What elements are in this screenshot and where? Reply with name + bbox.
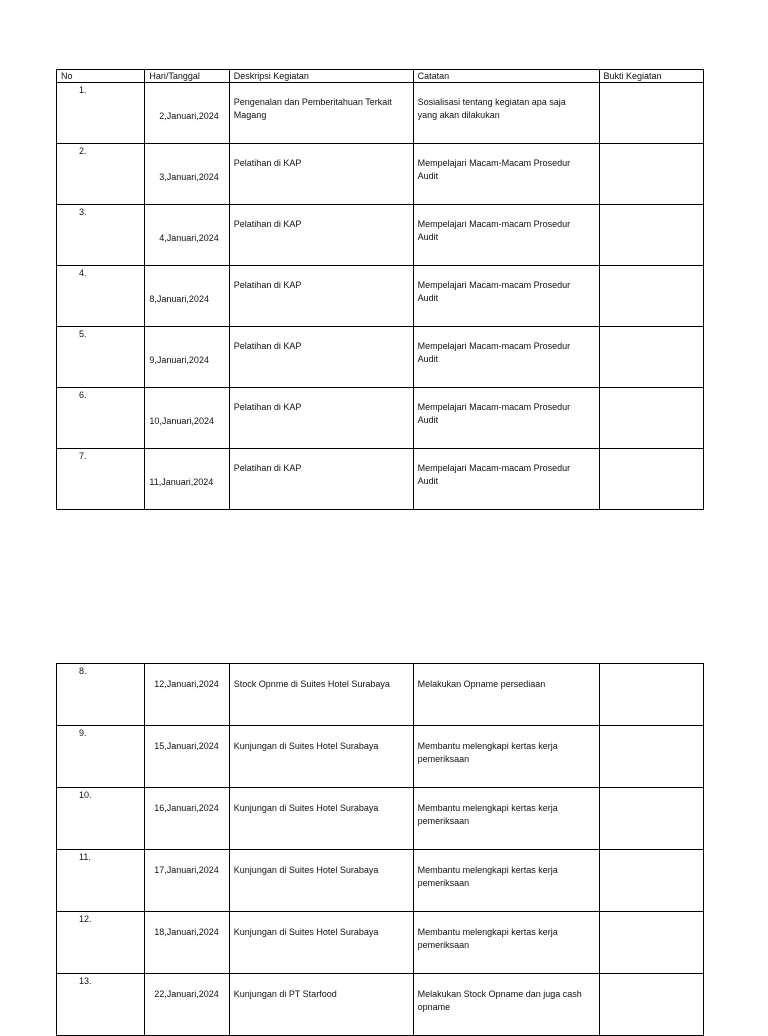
row-description-text: Kunjungan di Suites Hotel Surabaya [233,927,379,937]
table-row [57,664,704,726]
header-date: Hari/Tanggal [145,70,229,83]
header-note: Catatan [413,70,599,83]
row-note-cell [413,912,599,974]
row-proof-cell [599,449,704,510]
row-date-cell [145,327,229,388]
row-number-cell [57,388,145,449]
row-number-cell [57,144,145,205]
row-number-text: 11. [79,852,91,862]
row-description-cell [229,327,413,388]
row-note-text: Mempelajari Macam-macam Prosedur Audit [417,463,571,486]
row-note-text: Membantu melengkapi kertas kerja pemeriksaan [417,803,558,826]
row-number-text: 10. [79,790,92,800]
row-date-text: 12,Januari,2024 [154,679,219,689]
row-proof-cell [599,788,704,850]
row-date-cell [145,266,229,327]
row-date-cell [145,664,229,726]
table-row [57,912,704,974]
row-date-text: 11,Januari,2024 [149,477,214,487]
row-number-cell [57,788,145,850]
row-date-cell [145,144,229,205]
row-number-cell [57,850,145,912]
row-date-cell [145,205,229,266]
row-note-cell [413,850,599,912]
row-number-text: 2. [79,146,87,156]
table-row [57,388,704,449]
row-date-cell [145,726,229,788]
row-number-cell [57,912,145,974]
row-description-cell [229,449,413,510]
row-description-text: Kunjungan di Suites Hotel Surabaya [233,803,379,813]
row-description-cell [229,144,413,205]
row-date-text: 3,Januari,2024 [159,172,219,182]
row-description-cell [229,205,413,266]
row-number-text: 4. [79,268,87,278]
row-number-text: 5. [79,329,87,339]
row-date-text: 9,Januari,2024 [149,355,209,365]
row-proof-cell [599,144,704,205]
table-header-row [57,70,704,83]
row-proof-cell [599,83,704,144]
row-note-text: Mempelajari Macam-macam Prosedur Audit [417,280,571,303]
row-number-text: 6. [79,390,87,400]
row-description-text: Pelatihan di KAP [233,341,302,351]
row-number-text: 7. [79,451,87,461]
row-date-cell [145,788,229,850]
row-note-text: Melakukan Stock Opname dan juga cash opname [417,989,582,1012]
row-number-cell [57,83,145,144]
row-description-cell [229,974,413,1036]
row-number-text: 3. [79,207,87,217]
row-number-cell [57,327,145,388]
row-note-text: Sosialisasi tentang kegiatan apa saja yang akan dilakukan [417,97,566,120]
row-number-text: 9. [79,728,87,738]
row-date-cell [145,850,229,912]
row-note-cell [413,327,599,388]
row-description-cell [229,83,413,144]
table-row [57,83,704,144]
row-description-text: Pelatihan di KAP [233,280,302,290]
row-date-text: 15,Januari,2024 [154,741,219,751]
row-number-cell [57,266,145,327]
activity-table-2 [56,663,704,1036]
table-row [57,327,704,388]
header-no: No [57,70,145,83]
table-row [57,726,704,788]
row-description-text: Pelatihan di KAP [233,463,302,473]
row-date-text: 17,Januari,2024 [154,865,219,875]
row-note-cell [413,974,599,1036]
row-date-text: 18,Januari,2024 [154,927,219,937]
row-number-cell [57,974,145,1036]
row-number-text: 13. [79,976,92,986]
row-note-cell [413,449,599,510]
row-proof-cell [599,664,704,726]
row-note-cell [413,144,599,205]
table-row [57,788,704,850]
row-proof-cell [599,388,704,449]
row-note-cell [413,205,599,266]
row-number-cell [57,449,145,510]
row-description-text: Pelatihan di KAP [233,402,302,412]
row-description-cell [229,912,413,974]
row-number-text: 12. [79,914,92,924]
row-note-text: Melakukan Opname persediaan [417,679,546,689]
row-description-text: Pengenalan dan Pemberitahuan Terkait Magang [233,97,392,120]
row-note-cell [413,788,599,850]
table-row [57,266,704,327]
row-date-text: 22,Januari,2024 [154,989,219,999]
row-proof-cell [599,912,704,974]
row-date-text: 2,Januari,2024 [159,111,219,121]
row-note-cell [413,726,599,788]
row-description-cell [229,266,413,327]
table-row [57,449,704,510]
row-proof-cell [599,327,704,388]
row-number-cell [57,205,145,266]
row-description-text: Pelatihan di KAP [233,158,302,168]
row-date-text: 8,Januari,2024 [149,294,209,304]
row-date-cell [145,912,229,974]
row-date-text: 16,Januari,2024 [154,803,219,813]
row-description-cell [229,664,413,726]
row-note-text: Membantu melengkapi kertas kerja pemeriksaan [417,865,558,888]
row-date-text: 4,Januari,2024 [159,233,219,243]
table-row [57,974,704,1036]
row-date-cell [145,83,229,144]
table-row [57,205,704,266]
row-date-cell [145,388,229,449]
row-description-text: Pelatihan di KAP [233,219,302,229]
row-note-cell [413,83,599,144]
row-date-text: 10,Januari,2024 [149,416,214,426]
activity-table-1 [56,69,704,510]
row-description-cell [229,788,413,850]
row-proof-cell [599,205,704,266]
row-proof-cell [599,266,704,327]
row-note-text: Mempelajari Macam-macam Prosedur Audit [417,341,571,364]
row-proof-cell [599,974,704,1036]
row-note-cell [413,388,599,449]
table-row [57,850,704,912]
row-number-text: 8. [79,666,87,676]
row-number-cell [57,664,145,726]
row-note-cell [413,664,599,726]
row-description-cell [229,850,413,912]
row-description-cell [229,726,413,788]
row-proof-cell [599,850,704,912]
row-description-cell [229,388,413,449]
row-note-cell [413,266,599,327]
row-date-cell [145,974,229,1036]
row-note-text: Mempelajari Macam-macam Prosedur Audit [417,219,571,242]
row-description-text: Kunjungan di PT Starfood [233,989,337,999]
row-number-text: 1. [79,85,87,95]
row-note-text: Mempelajari Macam-Macam Prosedur Audit [417,158,571,181]
table-row [57,144,704,205]
row-note-text: Mempelajari Macam-macam Prosedur Audit [417,402,571,425]
row-description-text: Kunjungan di Suites Hotel Surabaya [233,741,379,751]
header-proof: Bukti Kegiatan [599,70,704,83]
row-description-text: Kunjungan di Suites Hotel Surabaya [233,865,379,875]
header-description: Deskripsi Kegiatan [229,70,413,83]
row-description-text: Stock Opnme di Suites Hotel Surabaya [233,679,390,689]
row-note-text: Membantu melengkapi kertas kerja pemeriksaan [417,927,558,950]
row-proof-cell [599,726,704,788]
row-number-cell [57,726,145,788]
row-date-cell [145,449,229,510]
row-note-text: Membantu melengkapi kertas kerja pemeriksaan [417,741,558,764]
